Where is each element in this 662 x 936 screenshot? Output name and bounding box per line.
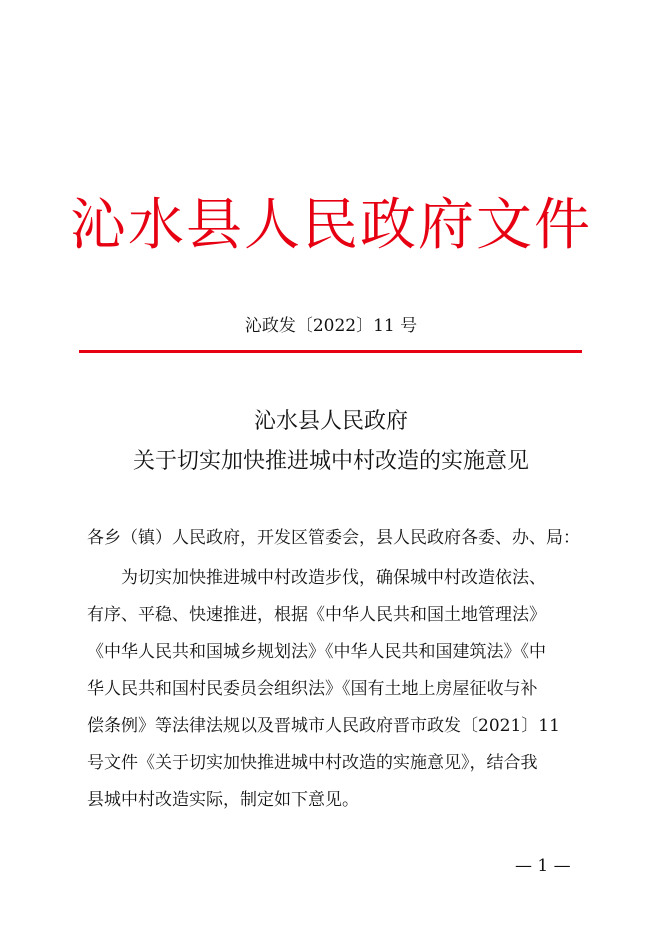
page-number: — 1 — [515,856,571,876]
masthead-title: 沁水县人民政府文件 [70,193,592,258]
body-text-line: 为切实加快推进城中村改造步伐，确保城中村改造依法、 [121,568,546,588]
body-text-line: 县城中村改造实际，制定如下意见。 [87,790,359,810]
red-divider-rule [79,350,582,353]
document-title-issuer: 沁水县人民政府 [253,409,408,434]
body-text-line: 《中华人民共和国城乡规划法》《中华人民共和国建筑法》《中 [87,642,546,662]
body-text-line: 偿条例》等法律法规以及晋城市人民政府晋市政发〔2021〕11 [87,716,560,736]
document-title-subject: 关于切实加快推进城中村改造的实施意见 [132,449,529,474]
body-text-line: 有序、平稳、快速推进，根据《中华人民共和国土地管理法》 [87,605,546,625]
addressee-line: 各乡（镇）人民政府，开发区管委会，县人民政府各委、办、局： [87,528,580,548]
body-text-line: 号文件《关于切实加快推进城中村改造的实施意见》，结合我 [87,753,538,773]
document-number: 沁政发〔2022〕11 号 [244,316,418,336]
body-text-line: 华人民共和国村民委员会组织法》《国有土地上房屋征收与补 [87,679,538,699]
